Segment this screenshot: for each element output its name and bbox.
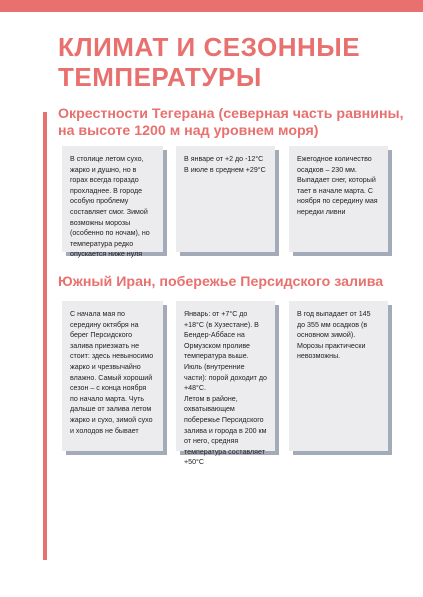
page-title: КЛИМАТ И СЕЗОННЫЕ ТЕМПЕРАТУРЫ <box>58 32 361 92</box>
tehran-climate-card: В столице летом сухо, жарко и душно, но в горах всегда гораздо прохладнее. В городе особую проблему составляет смог. Зимой возможны морозы (особенно по ночам), но температура редко опускается ниже нуля <box>62 146 163 252</box>
section-heading-tehran: Окрестности Тегерана (северная часть равнины, на высоте 1200 м над уровнем моря) <box>58 106 404 139</box>
top-accent-bar <box>0 0 423 12</box>
south-temperature-card: Январь: от +7°С до +18°С (в Хузестане). В Бендер-Аббасе на Ормузском проливе температура выше. Июль (внутренние части): порой доходит до +48°С. Летом в районе, охватывающем побережье Персидского залива и города в 200 км от него, средняя температура составляет +50°С <box>176 301 275 451</box>
tehran-precipitation-card: Ежегодное количество осадков – 230 мм. Выпадает снег, который тает в начале марта. С ноября по середину мая нередки ливни <box>289 146 388 252</box>
section-heading-south-iran: Южный Иран, побережье Персидского залива <box>58 274 384 290</box>
south-precipitation-card: В год выпадает от 145 до 355 мм осадков (в основном зимой). Морозы практически невозможны. <box>289 301 388 451</box>
left-accent-rule <box>43 112 47 560</box>
south-climate-card: С начала мая по середину октября на берег Персидского залива приезжать не стоит: здесь невыносимо жарко и чрезвычайно влажно. Самый хороший сезон – с конца ноября по начало марта. Чуть дальше от залива летом жарко и сухо, зимой сухо и холодов не бывает <box>62 301 163 451</box>
tehran-temperature-card: В январе от +2 до -12°C В июле в среднем +29°C <box>176 146 275 252</box>
